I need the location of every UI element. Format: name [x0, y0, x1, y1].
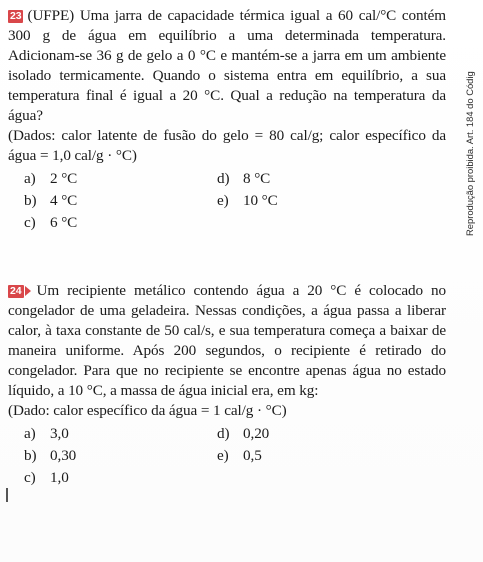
question-24-number-badge: 24 [8, 285, 24, 298]
question-23 [8, 6, 446, 234]
option-letter: a) [24, 170, 36, 187]
option-value: 0,30 [50, 447, 77, 464]
option-letter: e) [217, 447, 229, 464]
option-c[interactable] [24, 467, 217, 489]
option-value: 10 °C [243, 192, 278, 209]
question-23-statement [8, 6, 446, 126]
option-a[interactable] [24, 168, 217, 190]
option-e[interactable] [217, 190, 367, 212]
option-value: 2 °C [50, 170, 78, 187]
copyright-notice: Reprodução proibida. Art. 184 do Códig [464, 71, 475, 236]
option-value: 1,0 [50, 469, 69, 486]
option-letter: e) [217, 192, 229, 209]
question-23-number-badge: 23 [10, 10, 22, 22]
question-24-data: (Dado: calor específico da água = 1 cal/g · °C) [8, 402, 287, 419]
option-value: 3,0 [50, 425, 69, 442]
option-letter: c) [24, 214, 36, 231]
option-letter: b) [24, 192, 37, 209]
question-23-options [24, 168, 446, 234]
question-24-options [24, 423, 446, 489]
option-d[interactable] [217, 423, 367, 445]
option-value: 8 °C [243, 170, 271, 187]
question-24-statement [8, 281, 446, 401]
option-b[interactable] [24, 190, 217, 212]
option-a[interactable] [24, 423, 217, 445]
question-23-data: (Dados: calor latente de fusão do gelo = 80 cal/g; calor específico da água = 1,0 cal/g · °C) [8, 127, 446, 164]
option-value: 0,20 [243, 425, 270, 442]
option-letter: c) [24, 469, 36, 486]
question-24-text: Um recipiente metálico contendo água a 20 °C é colocado no congelador de uma geladeira. Nessas condições, a água passa a liberar calor, à taxa constante de 50 cal/s, e sua temperatura começa a baixar de maneira uniforme. Após 200 segundos, o recipiente é retirado do congelador. Para que no recipiente se encontre apenas água no estado líquido, a 10 °C, a massa de água inicial era, em kg: [8, 282, 446, 399]
question-23-text: (UFPE) Uma jarra de capacidade térmica igual a 60 cal/°C contém 300 g de água em equilíbrio a uma determinada temperatura. Adicionam-se 36 g de gelo a 0 °C e mantém-se a jarra em um ambiente isolado termicamente. Quando o sistema entra em equilíbrio, a sua temperatura final é igual a 20 °C. Qual a redução na temperatura da água? [8, 7, 446, 124]
question-24 [8, 281, 446, 489]
margin-mark [6, 488, 8, 502]
option-c[interactable] [24, 212, 217, 234]
option-letter: a) [24, 425, 36, 442]
option-b[interactable] [24, 445, 217, 467]
option-letter: d) [217, 425, 230, 442]
option-value: 4 °C [50, 192, 78, 209]
option-d[interactable] [217, 168, 367, 190]
option-letter: d) [217, 170, 230, 187]
option-e[interactable] [217, 445, 367, 467]
option-letter: b) [24, 447, 37, 464]
option-value: 6 °C [50, 214, 78, 231]
option-value: 0,5 [243, 447, 262, 464]
copyright-sidebar [461, 0, 483, 240]
